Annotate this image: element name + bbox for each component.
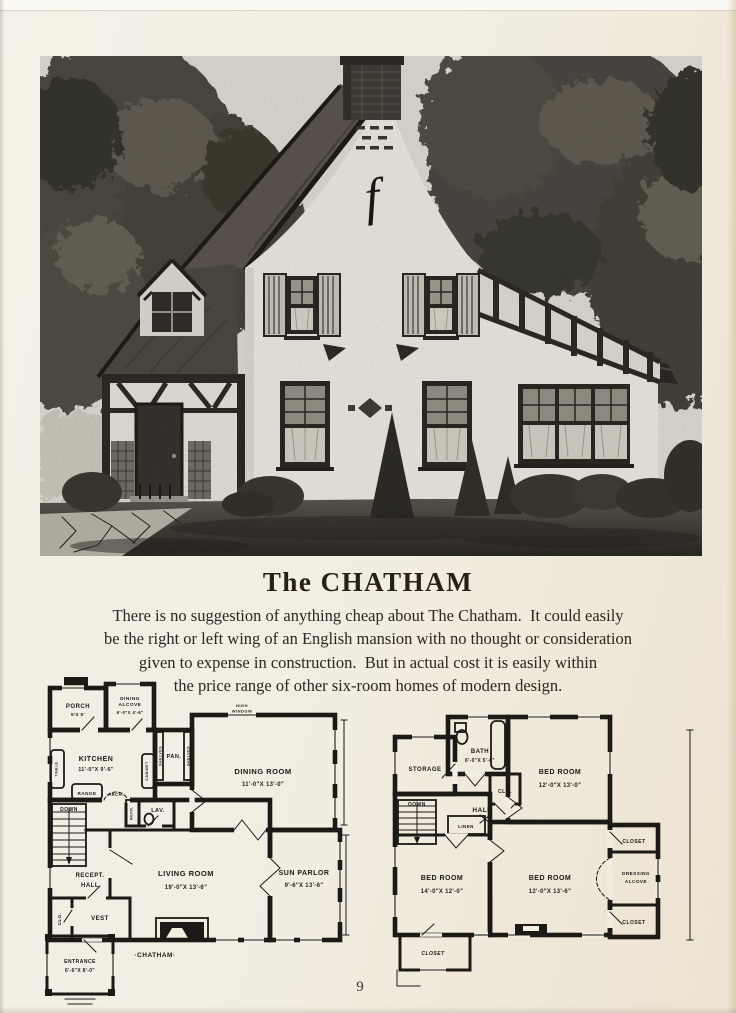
- sun-parlor-dims: 9'-6"X 13'-6": [284, 883, 324, 889]
- kitchen-dims: 11'-0"X 9'-6": [78, 767, 114, 773]
- page-number: 9: [356, 979, 364, 995]
- dressing-alcove-label: DRESSING: [622, 871, 650, 876]
- house-illustration: [40, 56, 702, 556]
- reception-hall-label: RECEPT.: [75, 873, 105, 879]
- cabinet-label: CABINET: [145, 761, 149, 781]
- scan-edge-top: [0, 0, 736, 11]
- description-line: given to expense in construction. But in actual cost it is easily within: [138, 652, 598, 672]
- porch-dims: 5'X 5': [71, 713, 85, 718]
- scan-edge-left: [0, 0, 5, 1013]
- description-line: be the right or left wing of an English mansion with no thought or consideration: [104, 629, 632, 649]
- closet-lower-label: CLOSET: [622, 920, 646, 926]
- scan-edge-bottom: [0, 1007, 736, 1013]
- entrance-dims: 6'-6"X 8'-0": [65, 968, 95, 974]
- refrigerator-label: REFR.: [129, 806, 134, 820]
- dining-room-label: DINING ROOM: [234, 767, 292, 776]
- plan-caption: ·CHATHAM·: [134, 952, 176, 959]
- house-photo: [40, 56, 702, 556]
- bed-room-3-label: BED ROOM: [528, 875, 572, 882]
- bed-room-1-dims: 12'-0"X 13'-0": [538, 783, 582, 789]
- second-floor-plan: [390, 712, 705, 990]
- arch-label: ARCH.: [108, 792, 124, 797]
- vestibule-label: VEST: [91, 916, 109, 922]
- range-label: RANGE: [77, 791, 97, 796]
- dining-alcove-label2: ALCOVE: [118, 703, 142, 708]
- high-window-label: HIGH: [236, 703, 248, 708]
- bed-room-3-dims: 12'-0"X 13'-6": [528, 889, 572, 895]
- porch-label: PORCH: [65, 704, 91, 710]
- shelves-label-left: SHELVES: [158, 745, 163, 767]
- bath-dims: 6'-0"X 5'-6": [465, 758, 495, 764]
- description-line: the price range of other six-room homes of modern design.: [173, 676, 563, 696]
- sun-parlor-label: SUN PARLOR: [278, 870, 330, 877]
- kitchen-label: KITCHEN: [78, 756, 114, 763]
- first-floor-stairs: [52, 804, 86, 866]
- hall-label: HALL: [472, 807, 492, 814]
- description-line: There is no suggestion of anything cheap about The Chatham. It could easily: [112, 606, 624, 625]
- bed-room-2-label: BED ROOM: [420, 875, 464, 882]
- lavatory-label: LAV.: [151, 808, 165, 814]
- closet-upper-label: CLOSET: [622, 839, 646, 845]
- page-title: The CHATHAM: [262, 567, 474, 597]
- living-room-label: LIVING ROOM: [158, 869, 214, 878]
- dining-alcove-dims: 6'-0"X 4'-6": [116, 710, 144, 715]
- scan-edge-right: [727, 0, 736, 1013]
- hall-closet-label: CLO.: [498, 789, 512, 795]
- dining-alcove-label: DINING: [120, 697, 140, 702]
- high-window-label2: WINDOW: [231, 708, 253, 714]
- down-label: DOWN: [60, 807, 78, 813]
- reception-hall-label2: HALL: [81, 883, 99, 889]
- closet-bottom-label: CLOSET: [421, 951, 445, 957]
- shelves-label-right: SHELVES: [186, 745, 191, 767]
- dressing-alcove-label2: ALCOVE: [624, 879, 648, 884]
- pantry-label: PAN.: [166, 754, 182, 760]
- closet-label: CLO.: [57, 912, 62, 926]
- bed-room-1-label: BED ROOM: [538, 769, 582, 776]
- living-room-dims: 19'-0"X 13'-6": [164, 885, 208, 891]
- photo-grain: [40, 56, 702, 556]
- first-floor-plan: [38, 672, 350, 1005]
- dining-room-dims: 11'-0"X 13'-0": [241, 782, 285, 788]
- bath-label: BATH: [470, 749, 490, 755]
- storage-label: STORAGE: [408, 767, 442, 773]
- linen-label: LINEN: [458, 824, 474, 829]
- bed-room-2-dims: 14'-0"X 12'-0": [420, 889, 464, 895]
- entrance-label: ENTRANCE: [64, 959, 96, 965]
- down-label-2: DOWN: [408, 802, 426, 808]
- table-label: TABLE: [54, 761, 59, 777]
